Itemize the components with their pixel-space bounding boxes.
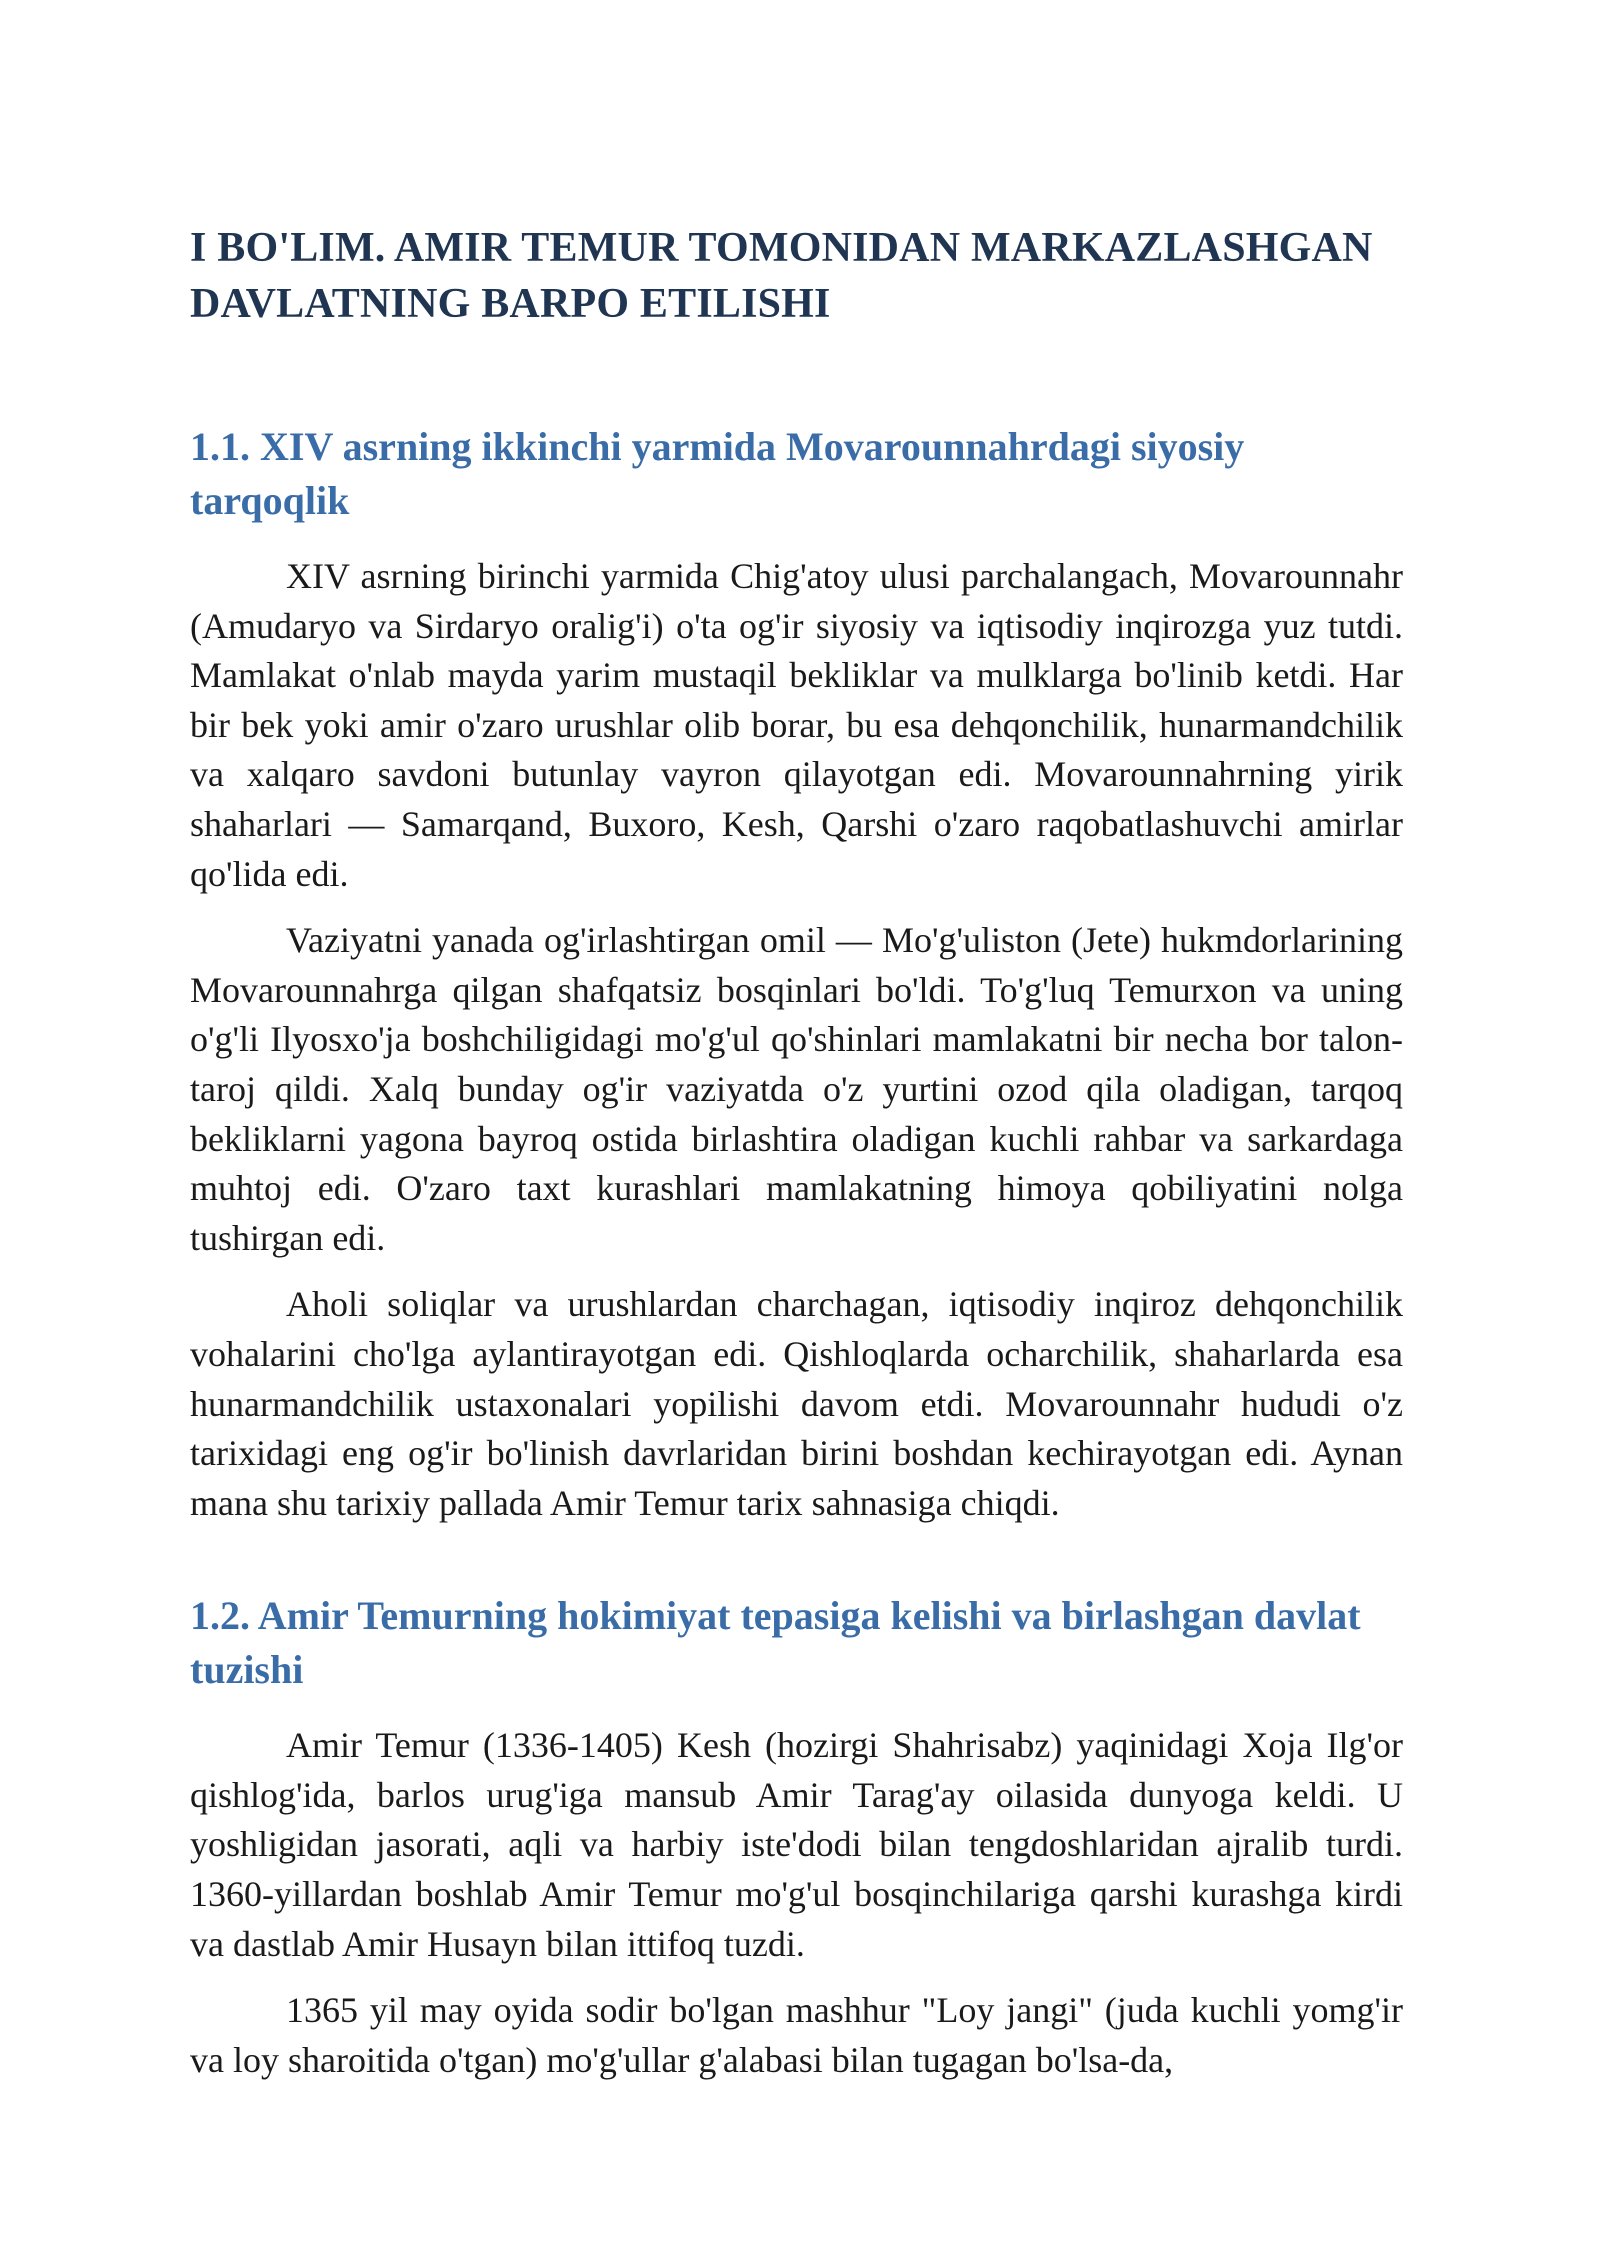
section-heading: 1.2. Amir Temurning hokimiyat tepasiga kelishi va birlashgan davlat tuzishi [190, 1593, 1361, 1693]
paragraph: Vaziyatni yanada og'irlashtirgan omil — Mo'g'uliston (Jete) hukmdorlarining Movarounnahrga qilgan shafqatsiz bosqinlari bo'ldi. To'g'luq Temurxon va uning o'g'li Ilyosxo'ja boshchiligidagi mo'g'ul qo'shinlari mamlakatni bir necha bor talon-taroj qildi. Xalq bunday og'ir vaziyatda o'z yurtini ozod qila oladigan, tarqoq bekliklarni yagona bayroq ostida birlashtira oladigan kuchli rahbar va sarkardaga muhtoj edi. O'zaro taxt kurashlari mamlakatning himoya qobiliyatini nolga tushirgan edi. [190, 920, 1403, 1258]
section-spacer [190, 1545, 1403, 1589]
paragraph: 1365 yil may oyida sodir bo'lgan mashhur "Loy jangi" (juda kuchli yomg'ir va loy sharoitida o'tgan) mo'g'ullar g'alabasi bilan tugagan bo'lsa-da, [190, 1990, 1403, 2080]
section-1-2 [190, 1589, 1403, 2085]
paragraph: Amir Temur (1336-1405) Kesh (hozirgi Shahrisabz) yaqinidagi Xoja Ilg'or qishlog'ida, barlos urug'iga mansub Amir Tarag'ay oilasida dunyoga keldi. U yoshligidan jasorati, aqli va harbiy iste'dodi bilan tengdoshlaridan ajralib turdi. 1360-yillardan boshlab Amir Temur mo'g'ul bosqinchilariga qarshi kurashga kirdi va dastlab Amir Husayn bilan ittifoq tuzdi. [190, 1725, 1403, 1964]
paragraph: XIV asrning birinchi yarmida Chig'atoy ulusi parchalangach, Movarounnahr (Amudaryo va Sirdaryo oralig'i) o'ta og'ir siyosiy va iqtisodiy inqirozga yuz tutdi. Mamlakat o'nlab mayda yarim mustaqil bekliklar va mulklarga bo'linib ketdi. Har bir bek yoki amir o'zaro urushlar olib borar, bu esa dehqonchilik, hunarmandchilik va xalqaro savdoni butunlay vayron qilayotgan edi. Movarounnahrning yirik shaharlari — Samarqand, Buxoro, Kesh, Qarshi o'zaro raqobatlashuvchi amirlar qo'lida edi. [190, 556, 1403, 894]
section-1-1 [190, 420, 1403, 1528]
paragraph: Aholi soliqlar va urushlardan charchagan, iqtisodiy inqiroz dehqonchilik vohalarini cho'lga aylantirayotgan edi. Qishloqlarda ocharchilik, shaharlarda esa hunarmandchilik ustaxonalari yopilishi davom etdi. Movarounnahr hududi o'z tarixidagi eng og'ir bo'linish davrlaridan birini boshdan kechirayotgan edi. Aynan mana shu tarixiy pallada Amir Temur tarix sahnasiga chiqdi. [190, 1284, 1403, 1523]
part-title: I BO'LIM. AMIR TEMUR TOMONIDAN MARKAZLASHGAN DAVLATNING BARPO ETILISHI [190, 225, 1373, 327]
section-heading: 1.1. XIV asrning ikkinchi yarmida Movarounnahrdagi siyosiy tarqoqlik [190, 424, 1245, 523]
document-page [190, 220, 1403, 2102]
